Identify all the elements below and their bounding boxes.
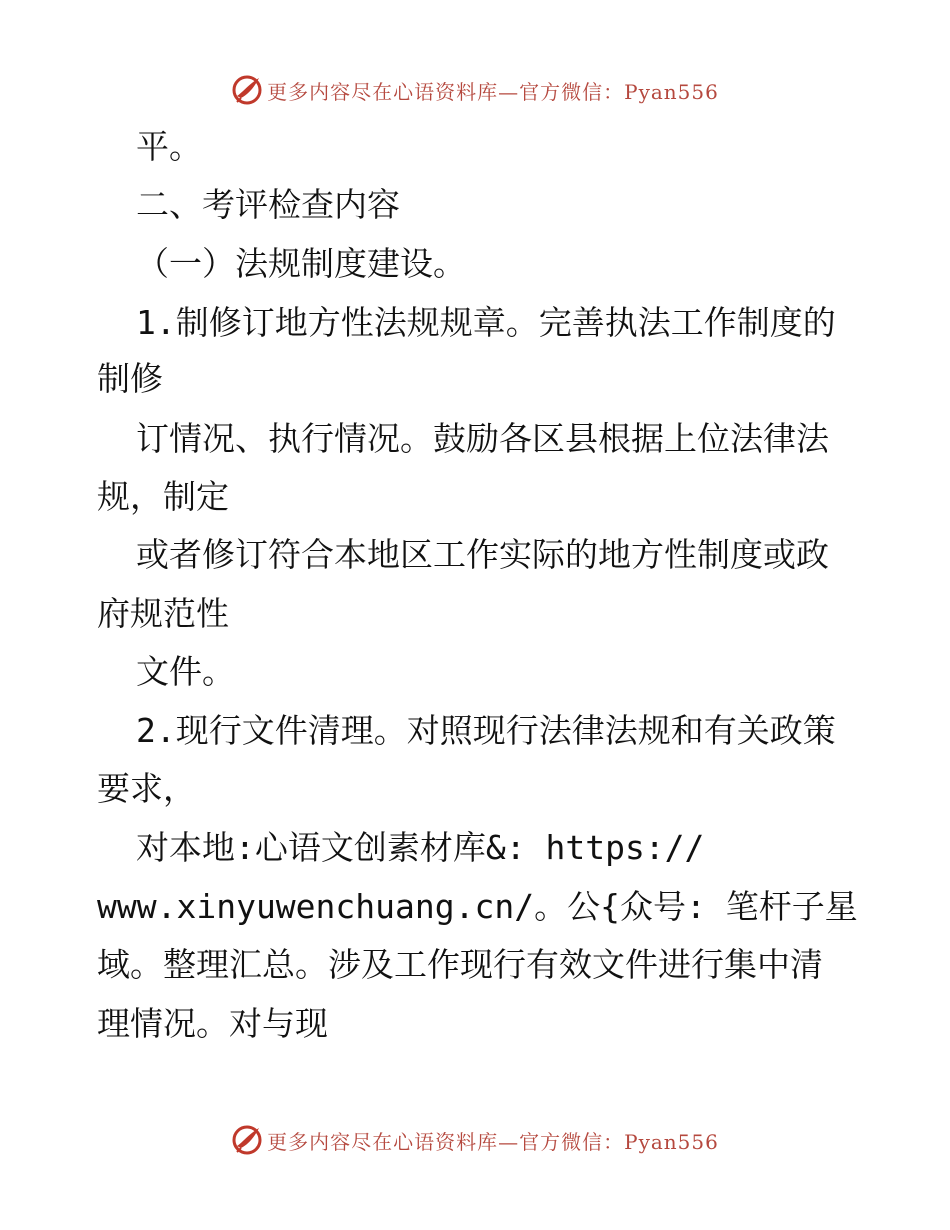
footer-banner-text: 更多内容尽在心语资料库—官方微信：Pyan556 — [267, 1129, 719, 1154]
text-line: 制修 — [97, 359, 163, 398]
quill-pen-logo-icon — [231, 1124, 263, 1156]
text-line: 理情况。对与现 — [97, 1004, 328, 1043]
text-line: 或者修订符合本地区工作实际的地方性制度或政 — [136, 535, 829, 574]
text-line: 1.制修订地方性法规规章。完善执法工作制度的 — [136, 303, 836, 342]
quill-pen-logo-icon — [231, 74, 263, 106]
header-banner-text: 更多内容尽在心语资料库—官方微信：Pyan556 — [267, 79, 719, 104]
text-line: 府规范性 — [97, 594, 229, 633]
text-line: 要求， — [97, 769, 196, 808]
text-line: 平。 — [136, 127, 202, 166]
text-line: 文件。 — [136, 652, 235, 691]
header-banner-content — [231, 74, 719, 106]
text-line: 2.现行文件清理。对照现行法律法规和有关政策 — [136, 711, 836, 750]
footer-banner — [0, 1120, 950, 1160]
text-line: 订情况、执行情况。鼓励各区县根据上位法律法 — [136, 419, 829, 458]
text-line: 规，制定 — [97, 477, 229, 516]
subsection-heading: （一）法规制度建设。 — [136, 244, 466, 283]
text-line: 域。整理汇总。涉及工作现行有效文件进行集中清 — [97, 945, 823, 984]
footer-banner-content — [231, 1124, 719, 1156]
section-heading: 二、考评检查内容 — [136, 185, 400, 224]
text-line: 对本地:心语文创素材库&: https:// — [136, 828, 705, 867]
header-banner — [0, 70, 950, 110]
text-line: www.xinyuwenchuang.cn/。公{众号: 笔杆子星 — [97, 887, 858, 926]
